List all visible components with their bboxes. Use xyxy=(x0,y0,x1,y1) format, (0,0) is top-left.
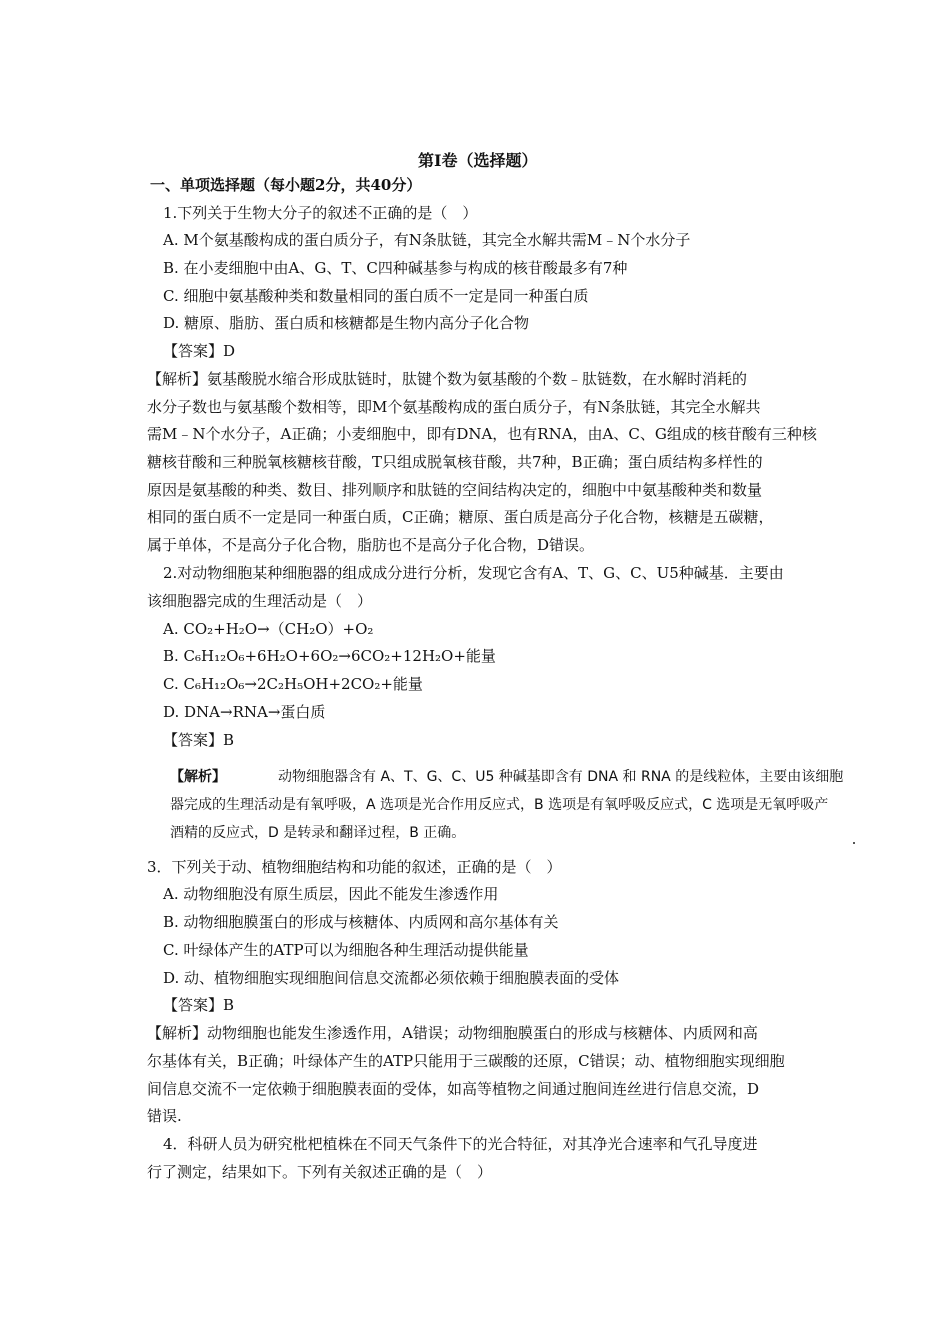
question-1-option-b: B. 在小麦细胞中由A、G、T、C四种碱基参与构成的核苷酸最多有7种 xyxy=(163,259,628,277)
question-3-analysis-line: 【解析】动物细胞也能发生渗透作用，A错误；动物细胞膜蛋白的形成与核糖体、内质网和高 xyxy=(147,1024,758,1042)
question-1-option-a: A. M个氨基酸构成的蛋白质分子，有N条肽链，其完全水解共需M﹣N个水分子 xyxy=(163,231,691,249)
question-2-option-c: C. C₆H₁₂O₆→2C₂H₅OH+2CO₂+能量 xyxy=(163,675,423,693)
question-1-option-d: D. 糖原、脂肪、蛋白质和核糖都是生物内高分子化合物 xyxy=(163,314,530,332)
question-1-answer: 【答案】D xyxy=(163,342,236,360)
question-1-option-c: C. 细胞中氨基酸种类和数量相同的蛋白质不一定是同一种蛋白质 xyxy=(163,287,589,305)
question-1-analysis-line: 需M﹣N个水分子，A正确；小麦细胞中，即有DNA，也有RNA，由A、C、G组成的核苷酸有三种核 xyxy=(147,425,817,443)
question-4-stem: 4．科研人员为研究枇杷植株在不同天气条件下的光合特征，对其净光合速率和气孔导度进 xyxy=(163,1135,758,1153)
question-1-stem: 1.下列关于生物大分子的叙述不正确的是（ ） xyxy=(163,204,478,222)
section-title: 一、单项选择题（每小题2分，共40分） xyxy=(150,176,422,194)
question-3-analysis-line: 错误. xyxy=(147,1107,182,1125)
question-2-analysis-line: 动物细胞器含有 A、T、G、C、U5 种碱基即含有 DNA 和 RNA 的是线粒体，主要由该细胞 xyxy=(278,769,844,785)
question-2-stem: 该细胞器完成的生理活动是（ ） xyxy=(147,592,373,610)
question-3-stem: 3．下列关于动、植物细胞结构和功能的叙述，正确的是（ ） xyxy=(147,858,562,876)
question-1-analysis-line: 相同的蛋白质不一定是同一种蛋白质，C正确；糖原、蛋白质是高分子化合物，核糖是五碳糖， xyxy=(147,508,774,526)
question-1-analysis-line: 糖核苷酸和三种脱氧核糖核苷酸，T只组成脱氧核苷酸，共7种，B正确；蛋白质结构多样性的 xyxy=(147,453,763,471)
stray-dot xyxy=(853,842,855,844)
question-3-option-c: C. 叶绿体产生的ATP可以为细胞各种生理活动提供能量 xyxy=(163,941,529,959)
question-1-analysis-line: 【解析】氨基酸脱水缩合形成肽链时，肽键个数为氨基酸的个数﹣肽链数，在水解时消耗的 xyxy=(147,370,748,388)
question-1-analysis-line: 原因是氨基酸的种类、数目、排列顺序和肽链的空间结构决定的，细胞中中氨基酸种类和数量 xyxy=(147,481,763,499)
question-3-analysis-line: 间信息交流不一定依赖于细胞膜表面的受体，如高等植物之间通过胞间连丝进行信息交流，D xyxy=(147,1080,760,1098)
question-2-option-a: A. CO₂+H₂O→（CH₂O）+O₂ xyxy=(163,620,374,638)
question-3-analysis-line: 尔基体有关，B正确；叶绿体产生的ATP只能用于三碳酸的还原，C错误；动、植物细胞实现细胞 xyxy=(147,1052,785,1070)
question-1-analysis-line: 属于单体，不是高分子化合物，脂肪也不是高分子化合物，D错误。 xyxy=(147,536,595,554)
question-3-answer: 【答案】B xyxy=(163,996,235,1014)
question-1-analysis-line: 水分子数也与氨基酸个数相等，即M个氨基酸构成的蛋白质分子，有N条肽链，其完全水解共 xyxy=(147,398,761,416)
question-2-analysis-line: 酒精的反应式，D 是转录和翻译过程，B 正确。 xyxy=(170,825,466,841)
question-2-stem: 2.对动物细胞某种细胞器的组成成分进行分析，发现它含有A、T、G、C、U5种碱基．主要由 xyxy=(163,564,784,582)
part-title: 第Ⅰ卷（选择题） xyxy=(418,151,538,170)
question-4-stem: 行了测定，结果如下。下列有关叙述正确的是（ ） xyxy=(147,1163,493,1181)
question-2-answer: 【答案】B xyxy=(163,731,235,749)
question-3-option-b: B. 动物细胞膜蛋白的形成与核糖体、内质网和高尔基体有关 xyxy=(163,913,559,931)
question-3-option-a: A. 动物细胞没有原生质层，因此不能发生渗透作用 xyxy=(163,885,499,903)
question-2-option-d: D. DNA→RNA→蛋白质 xyxy=(163,703,326,721)
question-2-analysis-line: 器完成的生理活动是有氧呼吸，A 选项是光合作用反应式，B 选项是有氧呼吸反应式，C 选项是无氧呼吸产 xyxy=(170,797,829,813)
question-3-option-d: D. 动、植物细胞实现细胞间信息交流都必须依赖于细胞膜表面的受体 xyxy=(163,969,620,987)
question-2-option-b: B. C₆H₁₂O₆+6H₂O+6O₂→6CO₂+12H₂O+能量 xyxy=(163,647,496,665)
question-2-analysis-label: 【解析】 xyxy=(170,769,226,785)
